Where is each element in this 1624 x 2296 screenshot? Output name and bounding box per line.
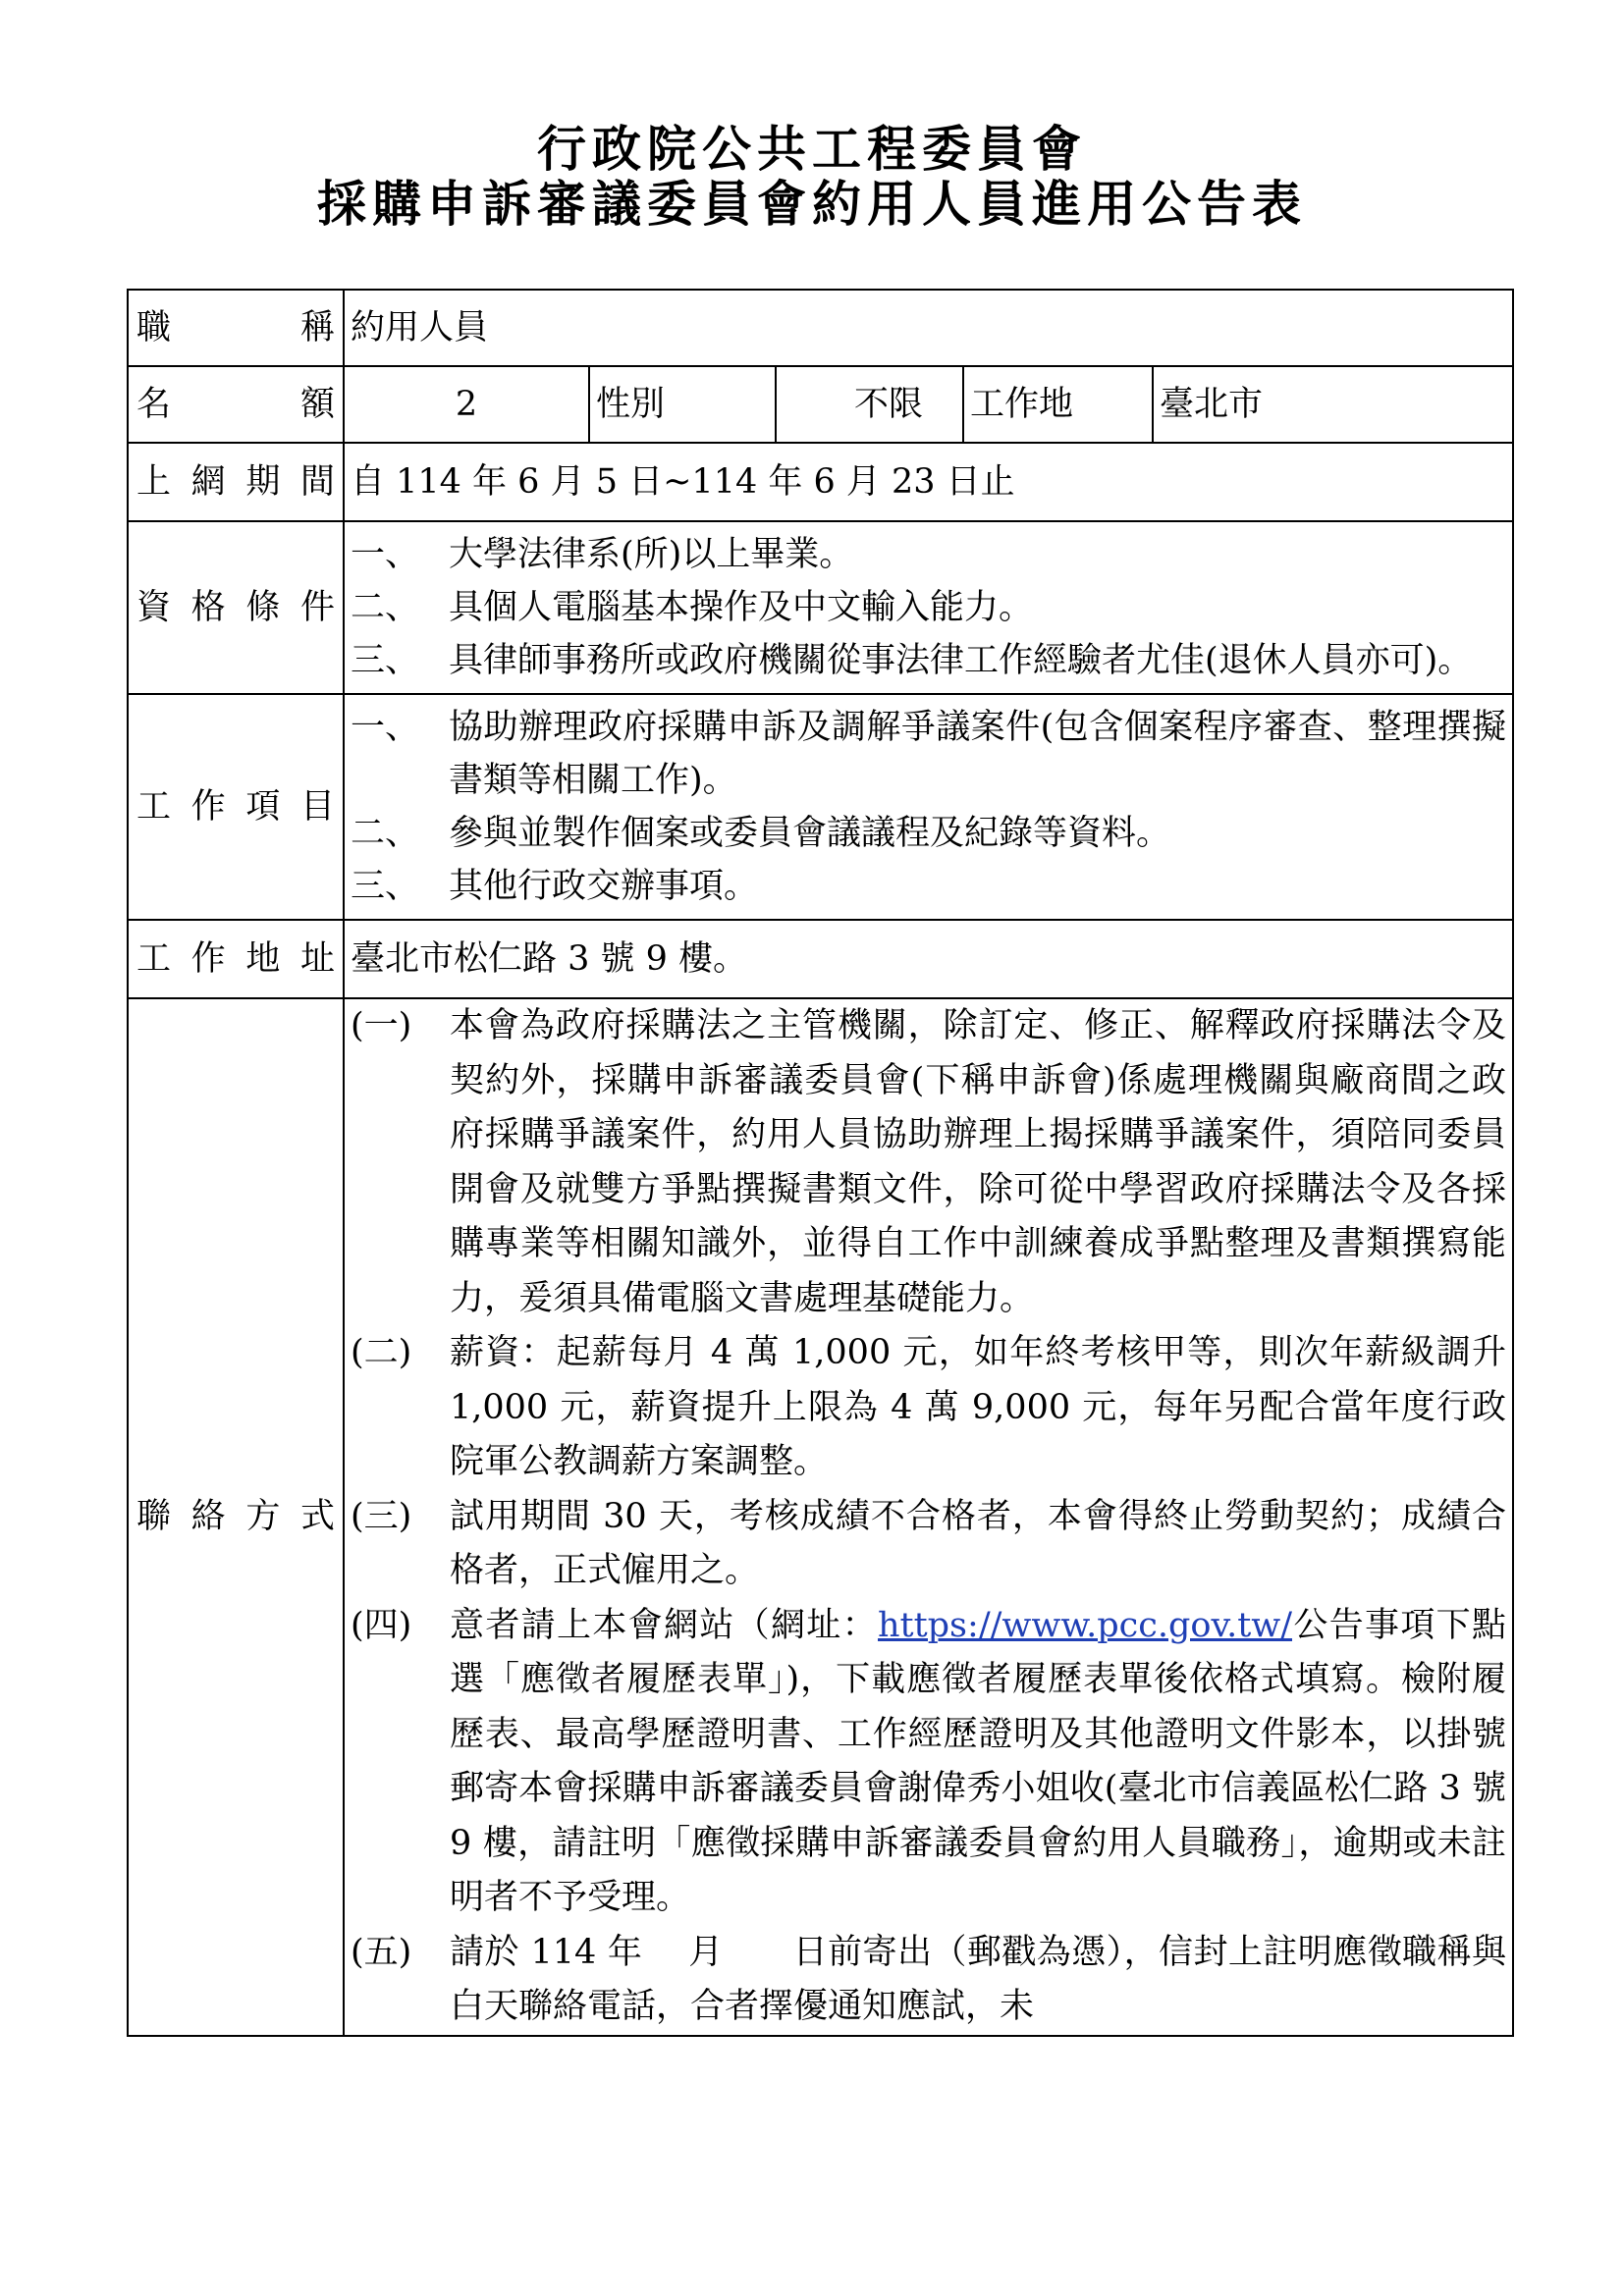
list-item [351, 1490, 1506, 1599]
list-item [351, 807, 1506, 860]
document-title-line2: 採購申訴審議委員會約用人員進用公告表 [317, 175, 1307, 233]
contact-list [344, 998, 1513, 2036]
list-item-number: (二) [351, 1333, 412, 1372]
row-posting-period [128, 443, 1513, 521]
gender-label: 性別 [589, 366, 776, 443]
row-duties [128, 694, 1513, 920]
list-item [351, 701, 1506, 807]
qualifications-label: 資格條件 [128, 521, 344, 694]
pcc-website-link[interactable]: https://www.pcc.gov.tw/ [877, 1605, 1293, 1645]
list-item-text: 大學法律系(所)以上畢業。 [449, 535, 854, 574]
work-address-value: 臺北市松仁路 3 號 9 樓。 [344, 920, 1513, 998]
announcement-table [127, 289, 1514, 2037]
list-item-text: 協助辦理政府採購申訴及調解爭議案件(包含個案程序審查、整理撰擬書類等相關工作)。 [449, 708, 1507, 800]
list-item-number: (一) [351, 1006, 412, 1045]
list-item-text: 本會為政府採購法之主管機關，除訂定、修正、解釋政府採購法令及契約外，採購申訴審議委員會(下稱申訴會)係處理機關與廠商間之政府採購爭議案件，約用人員協助辦理上揭採購爭議案件，須陪同委員開會及就雙方爭點撰擬書類文件，除可從中學習政府採購法令及各採購專業等相關知識外，並得自工作中訓練養成爭點整理及書類撰寫能力，爰須具備電腦文書處理基礎能力。 [450, 1006, 1507, 1318]
qualifications-list [344, 521, 1513, 694]
list-item-text: 具律師事務所或政府機關從事法律工作經驗者尤佳(退休人員亦可)。 [449, 641, 1473, 680]
list-item-number: 一、 [351, 535, 420, 574]
posting-period-label: 上網期間 [128, 443, 344, 521]
list-item-text: 參與並製作個案或委員會議議程及紀錄等資料。 [449, 814, 1171, 853]
work-address-label: 工作地址 [128, 920, 344, 998]
row-job-title [128, 290, 1513, 366]
job-title-value: 約用人員 [344, 290, 1513, 366]
list-item-number: 二、 [351, 814, 420, 853]
duties-list [344, 694, 1513, 920]
apply-text-pre: 意者請上本會網站（網址： [450, 1605, 878, 1645]
list-item-number: 二、 [351, 588, 420, 627]
posting-period-value: 自 114 年 6 月 5 日~114 年 6 月 23 日止 [344, 443, 1513, 521]
list-item-text: 其他行政交辦事項。 [449, 867, 759, 906]
list-item [351, 1326, 1506, 1490]
row-qualifications [128, 521, 1513, 694]
list-item [351, 860, 1506, 913]
list-item-text [450, 1599, 1506, 1926]
job-title-label: 職稱 [128, 290, 344, 366]
list-item-text: 薪資：起薪每月 4 萬 1,000 元，如年終考核甲等，則次年薪級調升 1,000 元，薪資提升上限為 4 萬 9,000 元，每年另配合當年度行政院軍公教調薪方案調整。 [450, 1333, 1507, 1481]
list-item-text: 請於 114 年 月 日前寄出（郵戳為憑），信封上註明應徵職稱與白天聯絡電話，合者擇優通知應試，未 [450, 1932, 1507, 2026]
list-item [351, 1599, 1506, 1926]
list-item-number: 三、 [351, 641, 420, 680]
quota-value: 2 [344, 366, 589, 443]
list-item-number: (五) [351, 1932, 412, 1972]
apply-text-post: 公告事項下點選「應徵者履歷表單」)，下載應徵者履歷表單後依格式填寫。檢附履歷表、最高學歷證明書、工作經歷證明及其他證明文件影本，以掛號郵寄本會採購申訴審議委員會謝偉秀小姐收(臺北市信義區松仁路 3 號 9 樓，請註明「應徵採購申訴審議委員會約用人員職務」，逾期或未註明者不予受理。 [450, 1605, 1507, 1917]
list-item-text: 試用期間 30 天，考核成績不合格者，本會得終止勞動契約；成績合格者，正式僱用之。 [450, 1496, 1507, 1590]
document-title-line1: 行政院公共工程委員會 [537, 120, 1087, 178]
row-contact [128, 998, 1513, 2036]
list-item-number: (三) [351, 1496, 412, 1536]
list-item [351, 999, 1506, 1326]
workplace-label: 工作地 [963, 366, 1153, 443]
list-item-text: 具個人電腦基本操作及中文輸入能力。 [449, 588, 1034, 627]
list-item-number: (四) [351, 1605, 412, 1645]
row-work-address [128, 920, 1513, 998]
list-item [351, 634, 1506, 687]
list-item [351, 581, 1506, 634]
workplace-value: 臺北市 [1153, 366, 1513, 443]
list-item-number: 一、 [351, 708, 420, 747]
list-item-number: 三、 [351, 867, 420, 906]
quota-label: 名額 [128, 366, 344, 443]
duties-label: 工作項目 [128, 694, 344, 920]
list-item [351, 1926, 1506, 2035]
row-quota [128, 366, 1513, 443]
list-item [351, 528, 1506, 581]
gender-value: 不限 [776, 366, 963, 443]
contact-label: 聯絡方式 [128, 998, 344, 2036]
